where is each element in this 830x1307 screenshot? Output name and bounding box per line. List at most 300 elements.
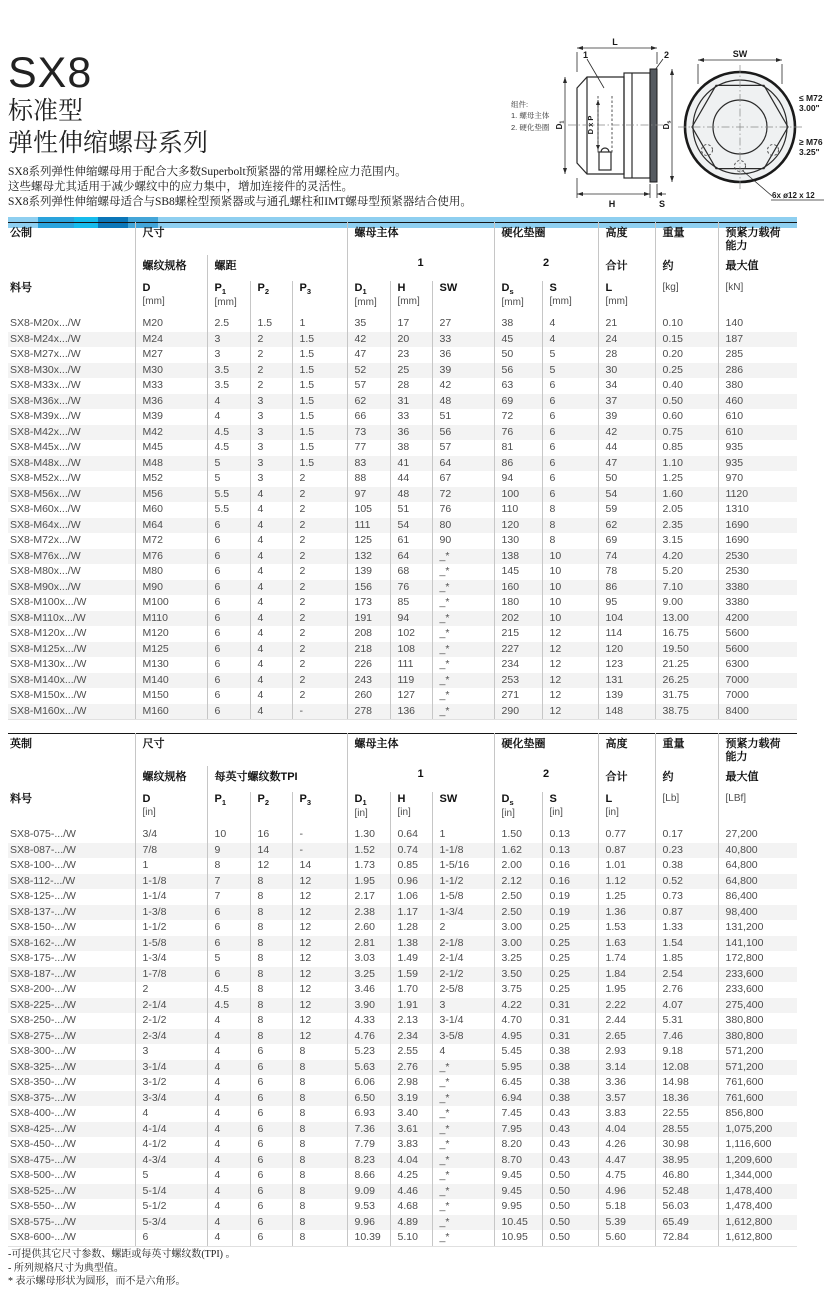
table-cell: 3 — [250, 409, 292, 425]
table-cell: 3.61 — [390, 1122, 432, 1138]
table-row — [8, 580, 797, 596]
table-cell: 6 — [207, 518, 250, 534]
table-cell: 2 — [292, 673, 347, 689]
group-preload: 预紧力载荷 能力 — [718, 223, 797, 256]
table-cell: SX8-475-.../W — [10, 1153, 76, 1166]
table-cell: 4 — [250, 657, 292, 673]
table-cell: 9 — [207, 843, 250, 859]
table-cell: 4 — [207, 1230, 250, 1246]
table-cell: 37 — [598, 394, 655, 410]
col-D1: $D_1$ [in] — [347, 792, 390, 827]
table-cell: 4.5 — [207, 440, 250, 456]
table-cell: 4.33 — [347, 1013, 390, 1029]
table-cell: 1.63 — [598, 936, 655, 952]
col-L: L [mm] — [598, 281, 655, 316]
table-cell: 0.20 — [655, 347, 718, 363]
table-cell: 2 — [292, 502, 347, 518]
col-part-number: 料号 — [10, 282, 32, 294]
table-cell: 1.5 — [292, 440, 347, 456]
col-P1: $P_1$ — [207, 792, 250, 827]
table-cell: 1 — [292, 316, 347, 332]
table-cell: 2 — [292, 549, 347, 565]
table-cell: 4 — [207, 394, 250, 410]
table-cell: SX8-175-.../W — [10, 952, 76, 964]
sub-approx: 约 — [655, 766, 718, 792]
table-cell: SX8-M150x.../W — [10, 689, 87, 701]
metric-table — [8, 222, 797, 720]
table-cell: 4 — [250, 626, 292, 642]
table-cell: 2.50 — [494, 905, 542, 921]
table-cell: SX8-M36x.../W — [10, 394, 81, 407]
table-cell: 970 — [718, 471, 797, 487]
table-cell: M150 — [135, 688, 207, 704]
table-cell: 0.52 — [655, 874, 718, 890]
table-cell: 88 — [347, 471, 390, 487]
table-cell: SX8-M90x.../W — [10, 580, 81, 593]
table-cell: 6 — [542, 487, 598, 503]
table-row — [8, 920, 797, 936]
table-cell: 0.10 — [655, 316, 718, 332]
table-cell: 8 — [292, 1060, 347, 1076]
table-row — [8, 1106, 797, 1122]
table-cell: 3.03 — [347, 951, 390, 967]
table-cell: 8 — [542, 533, 598, 549]
table-cell: 0.50 — [542, 1199, 598, 1215]
table-cell: 10 — [542, 549, 598, 565]
table-cell: 1.84 — [598, 967, 655, 983]
table-cell: 0.85 — [655, 440, 718, 456]
sub-approx: 约 — [655, 255, 718, 281]
table-cell: 0.38 — [542, 1060, 598, 1076]
table-row — [8, 1199, 797, 1215]
table-cell: 1,478,400 — [718, 1199, 797, 1215]
callout-1: 1 — [583, 50, 589, 60]
table-cell: 2-1/2 — [135, 1013, 207, 1029]
table-cell: 1-3/4 — [432, 905, 494, 921]
table-cell: 48 — [390, 487, 432, 503]
table-cell: 8 — [292, 1044, 347, 1060]
table-cell: _* — [432, 1215, 494, 1231]
table-row — [8, 1184, 797, 1200]
table-cell: 38 — [390, 440, 432, 456]
table-cell: 2.50 — [494, 889, 542, 905]
table-cell: 6 — [207, 611, 250, 627]
table-cell: 2-5/8 — [432, 982, 494, 998]
table-cell: 44 — [390, 471, 432, 487]
table-cell: 9.53 — [347, 1199, 390, 1215]
table-cell: 610 — [718, 425, 797, 441]
table-cell: SX8-150-.../W — [10, 921, 76, 933]
table-cell: 8 — [250, 967, 292, 983]
table-cell: _* — [432, 1199, 494, 1215]
table-cell: SX8-M48x.../W — [10, 456, 81, 469]
table-cell: 1.06 — [390, 889, 432, 905]
table-cell: 76 — [432, 502, 494, 518]
table-cell: 10 — [542, 595, 598, 611]
table-cell: SX8-375-.../W — [10, 1091, 76, 1104]
description-line: SX8系列弹性伸缩螺母用于配合大多数Superbolt预紧器的常用螺栓应力范围内。 — [8, 166, 407, 178]
table-cell: 4 — [250, 580, 292, 596]
table-cell: 4.70 — [494, 1013, 542, 1029]
table-cell: 3 — [250, 440, 292, 456]
table-cell: 4-1/2 — [135, 1137, 207, 1153]
table-cell: 0.38 — [542, 1091, 598, 1107]
table-cell: 12 — [292, 936, 347, 952]
table-cell: 4 — [207, 1060, 250, 1076]
table-cell: 6 — [207, 905, 250, 921]
table-cell: 57 — [347, 378, 390, 394]
table-cell: M120 — [135, 626, 207, 642]
table-cell: 8400 — [718, 704, 797, 720]
table-cell: 2 — [250, 363, 292, 379]
table-cell: 6 — [250, 1044, 292, 1060]
table-cell: 4 — [207, 1013, 250, 1029]
table-cell: 1.95 — [347, 874, 390, 890]
col-weight: [kg] — [655, 281, 718, 316]
table-cell: 12 — [542, 688, 598, 704]
table-cell: 6 — [250, 1184, 292, 1200]
table-cell: 6 — [250, 1106, 292, 1122]
table-row — [8, 1060, 797, 1076]
dim-L-label: L — [612, 37, 618, 47]
table-cell: 30.98 — [655, 1137, 718, 1153]
table-cell: 1-1/2 — [432, 874, 494, 890]
table-cell: 5 — [207, 471, 250, 487]
table-cell: 1.5 — [292, 378, 347, 394]
table-cell: 2530 — [718, 549, 797, 565]
table-row — [8, 394, 797, 410]
table-cell: 51 — [432, 409, 494, 425]
title-block — [8, 49, 508, 211]
col-load: [kN] — [718, 281, 797, 316]
table-cell: 1,478,400 — [718, 1184, 797, 1200]
table-cell: 31.75 — [655, 688, 718, 704]
table-cell: 208 — [347, 626, 390, 642]
table-cell: 4 — [250, 564, 292, 580]
table-cell: 68 — [390, 564, 432, 580]
table-cell: 4.25 — [390, 1168, 432, 1184]
table-cell: 8 — [250, 951, 292, 967]
table-cell: 2 — [292, 471, 347, 487]
table-cell: 3.25 — [347, 967, 390, 983]
table-cell: M140 — [135, 673, 207, 689]
table-cell: _* — [432, 626, 494, 642]
empty-cell — [8, 255, 135, 281]
table-cell: 0.19 — [542, 905, 598, 921]
table-cell: 3.00 — [494, 920, 542, 936]
table-cell: 856,800 — [718, 1106, 797, 1122]
table-cell: 2.81 — [347, 936, 390, 952]
table-cell: 51 — [390, 502, 432, 518]
table-cell: 12 — [292, 905, 347, 921]
table-cell: _* — [432, 688, 494, 704]
table-cell: 12 — [292, 874, 347, 890]
table-cell: _* — [432, 1137, 494, 1153]
table-title: 公制 — [10, 227, 32, 239]
table-cell: 4 — [207, 1137, 250, 1153]
table-cell: 1.33 — [655, 920, 718, 936]
table-cell: M30 — [135, 363, 207, 379]
dim-S-label: S — [658, 199, 666, 209]
dim-SW-label: SW — [732, 49, 748, 59]
table-cell: 33 — [390, 409, 432, 425]
table-cell: 10 — [542, 580, 598, 596]
table-cell: 131,200 — [718, 920, 797, 936]
table-cell: SX8-M80x.../W — [10, 565, 81, 577]
group-size: 尺寸 — [135, 223, 347, 256]
table-cell: M36 — [135, 394, 207, 410]
table-row — [8, 1230, 797, 1246]
table-cell: 7 — [207, 889, 250, 905]
table-cell: 141,100 — [718, 936, 797, 952]
table-cell: SX8-325-.../W — [10, 1060, 76, 1073]
table-cell: 4.07 — [655, 998, 718, 1014]
table-cell: 2.05 — [655, 502, 718, 518]
imperial-table-body — [8, 827, 797, 1246]
table-cell: 2.38 — [347, 905, 390, 921]
table-cell: 2.54 — [655, 967, 718, 983]
table-cell: 8 — [250, 982, 292, 998]
table-cell: 139 — [347, 564, 390, 580]
table-row — [8, 316, 797, 332]
table-cell: 1-7/8 — [135, 967, 207, 983]
table-cell: 215 — [494, 626, 542, 642]
table-row — [8, 688, 797, 704]
table-cell: 0.43 — [542, 1153, 598, 1169]
group-height: 高度 — [598, 223, 655, 256]
table-cell: SX8-M140x.../W — [10, 673, 87, 686]
table-cell: 12 — [292, 920, 347, 936]
dim-H-label: H — [608, 199, 616, 209]
table-cell: SX8-M64x.../W — [10, 518, 81, 531]
metric-table-body — [8, 316, 797, 720]
table-cell: 0.74 — [390, 843, 432, 859]
table-cell: 6 — [542, 378, 598, 394]
dim-Ds-label: Ds — [662, 120, 673, 130]
table-cell: 42 — [432, 378, 494, 394]
table-cell: 54 — [390, 518, 432, 534]
table-cell: 12 — [542, 626, 598, 642]
table-cell: 6 — [207, 688, 250, 704]
table-cell: 76 — [390, 580, 432, 596]
table-cell: 9.45 — [494, 1184, 542, 1200]
table-cell: 4 — [250, 502, 292, 518]
table-row — [8, 533, 797, 549]
table-cell: M60 — [135, 502, 207, 518]
table-cell: 64 — [390, 549, 432, 565]
table-cell: 52.48 — [655, 1184, 718, 1200]
table-cell: 3-1/4 — [135, 1060, 207, 1076]
table-cell: 72 — [494, 409, 542, 425]
sub-max: 最大值 — [718, 766, 797, 792]
table-cell: 0.43 — [542, 1137, 598, 1153]
table-cell: 1.60 — [655, 487, 718, 503]
table-cell: 7.10 — [655, 580, 718, 596]
table-cell: 30 — [598, 363, 655, 379]
group-weight: 重量 — [655, 223, 718, 256]
front-view-drawing — [672, 46, 830, 211]
table-cell: 140 — [718, 316, 797, 332]
table-cell: 4 — [207, 1168, 250, 1184]
table-cell: 6300 — [718, 657, 797, 673]
page-title: SX8 — [8, 49, 93, 97]
table-cell: 0.38 — [655, 858, 718, 874]
table-cell: 2 — [292, 688, 347, 704]
table-cell: 4.20 — [655, 549, 718, 565]
table-cell: 3.19 — [390, 1091, 432, 1107]
subtitle-line2: 弹性伸缩螺母系列 — [8, 128, 209, 157]
table-cell: 4.76 — [347, 1029, 390, 1045]
table-cell: 1.85 — [655, 951, 718, 967]
table-cell: 78 — [598, 564, 655, 580]
table-cell: 127 — [390, 688, 432, 704]
table-cell: 72 — [432, 487, 494, 503]
empty-cell — [8, 766, 135, 792]
table-cell: 12 — [292, 982, 347, 998]
col-D1: $D_1$ [mm] — [347, 281, 390, 316]
table-cell: 6 — [542, 456, 598, 472]
table-cell: 6 — [250, 1168, 292, 1184]
table-cell: 1.5 — [292, 425, 347, 441]
table-cell: 8.23 — [347, 1153, 390, 1169]
table-cell: 3 — [250, 456, 292, 472]
table-cell: 42 — [598, 425, 655, 441]
table-cell: 125 — [347, 533, 390, 549]
table-cell: 3 — [250, 394, 292, 410]
table-cell: 761,600 — [718, 1075, 797, 1091]
table-cell: SX8-M20x.../W — [10, 317, 81, 329]
table-cell: SX8-125-.../W — [10, 890, 76, 902]
table-cell: 86 — [494, 456, 542, 472]
table-cell: 12 — [542, 673, 598, 689]
table-cell: 2 — [292, 611, 347, 627]
table-cell: M27 — [135, 347, 207, 363]
table-row — [8, 1153, 797, 1169]
table-cell: SX8-M30x.../W — [10, 363, 81, 376]
table-cell: 1.49 — [390, 951, 432, 967]
table-cell: 36 — [432, 347, 494, 363]
table-cell: 6.94 — [494, 1091, 542, 1107]
table-cell: 80 — [432, 518, 494, 534]
table-cell: 8 — [250, 920, 292, 936]
table-cell: 0.15 — [655, 332, 718, 348]
table-cell: SX8-M42x.../W — [10, 425, 81, 438]
table-row — [8, 1013, 797, 1029]
table-cell: 3 — [432, 998, 494, 1014]
table-cell: 761,600 — [718, 1091, 797, 1107]
sub-thread-spec: 螺纹规格 — [135, 255, 207, 281]
table-cell: 47 — [347, 347, 390, 363]
table-cell: 104 — [598, 611, 655, 627]
table-cell: 12 — [542, 704, 598, 720]
table-cell: 108 — [390, 642, 432, 658]
table-cell: 56.03 — [655, 1199, 718, 1215]
table-cell: 275,400 — [718, 998, 797, 1014]
table-cell: 72.84 — [655, 1230, 718, 1246]
col-D: D [mm] — [135, 281, 207, 316]
table-cell: 4.22 — [494, 998, 542, 1014]
table-cell: 105 — [347, 502, 390, 518]
table-cell: 59 — [598, 502, 655, 518]
table-cell: - — [292, 843, 347, 859]
table-cell: SX8-425-.../W — [10, 1122, 76, 1135]
table-cell: 8 — [542, 502, 598, 518]
table-cell: 90 — [432, 533, 494, 549]
sub-max: 最大值 — [718, 255, 797, 281]
table-cell: 4-3/4 — [135, 1153, 207, 1169]
table-cell: 6 — [542, 425, 598, 441]
table-row — [8, 874, 797, 890]
table-cell: 12 — [292, 1029, 347, 1045]
table-cell: 5 — [135, 1168, 207, 1184]
table-cell: 1.62 — [494, 843, 542, 859]
table-cell: 2 — [292, 642, 347, 658]
table-cell: SX8-550-.../W — [10, 1200, 76, 1212]
table-cell: 28 — [390, 378, 432, 394]
table-cell: 5 — [207, 456, 250, 472]
table-cell: 6.50 — [347, 1091, 390, 1107]
group-weight: 重量 — [655, 734, 718, 767]
table-cell: 1.38 — [390, 936, 432, 952]
table-cell: 102 — [390, 626, 432, 642]
table-cell: _* — [432, 611, 494, 627]
table-cell: 1 — [432, 827, 494, 843]
table-cell: 1.10 — [655, 456, 718, 472]
size-note-large-1: ≥ M76 — [799, 137, 823, 147]
table-cell: _* — [432, 673, 494, 689]
table-row — [8, 889, 797, 905]
table-cell: 2.65 — [598, 1029, 655, 1045]
table-cell: 8 — [292, 1106, 347, 1122]
imperial-table-header — [8, 734, 797, 828]
table-cell: 1,075,200 — [718, 1122, 797, 1138]
table-cell: 7.36 — [347, 1122, 390, 1138]
table-cell: 4 — [542, 316, 598, 332]
col-weight: [Lb] — [655, 792, 718, 827]
table-cell: 94 — [494, 471, 542, 487]
table-cell: 40,800 — [718, 843, 797, 859]
size-note-small-2: 3.00" — [799, 103, 820, 113]
table-cell: _* — [432, 704, 494, 720]
table-cell: 4 — [207, 1184, 250, 1200]
table-cell: 233,600 — [718, 982, 797, 998]
table-cell: 4 — [207, 1215, 250, 1231]
table-cell: 62 — [347, 394, 390, 410]
col-H: H [mm] — [390, 281, 432, 316]
table-cell: 2 — [292, 487, 347, 503]
table-cell: 4 — [250, 673, 292, 689]
table-cell: SX8-M56x.../W — [10, 487, 81, 500]
table-row — [8, 951, 797, 967]
table-cell: 0.17 — [655, 827, 718, 843]
table-cell: 21 — [598, 316, 655, 332]
table-cell: M130 — [135, 657, 207, 673]
table-cell: 1-1/8 — [135, 874, 207, 890]
table-cell: 0.87 — [655, 905, 718, 921]
table-cell: 4.04 — [598, 1122, 655, 1138]
table-cell: 3-1/2 — [135, 1075, 207, 1091]
table-cell: 1.25 — [655, 471, 718, 487]
table-cell: 35 — [347, 316, 390, 332]
table-cell: 8 — [250, 889, 292, 905]
table-cell: 1-3/4 — [135, 951, 207, 967]
table-cell: SX8-M76x.../W — [10, 549, 81, 562]
sub-nut-number: 1 — [347, 255, 494, 281]
col-SW: SW — [432, 281, 494, 316]
table-cell: 5.31 — [655, 1013, 718, 1029]
table-cell: 2-1/2 — [432, 967, 494, 983]
description-line: 这些螺母尤其适用于减少螺纹中的应力集中，增加连接件的灵活性。 — [8, 181, 353, 194]
